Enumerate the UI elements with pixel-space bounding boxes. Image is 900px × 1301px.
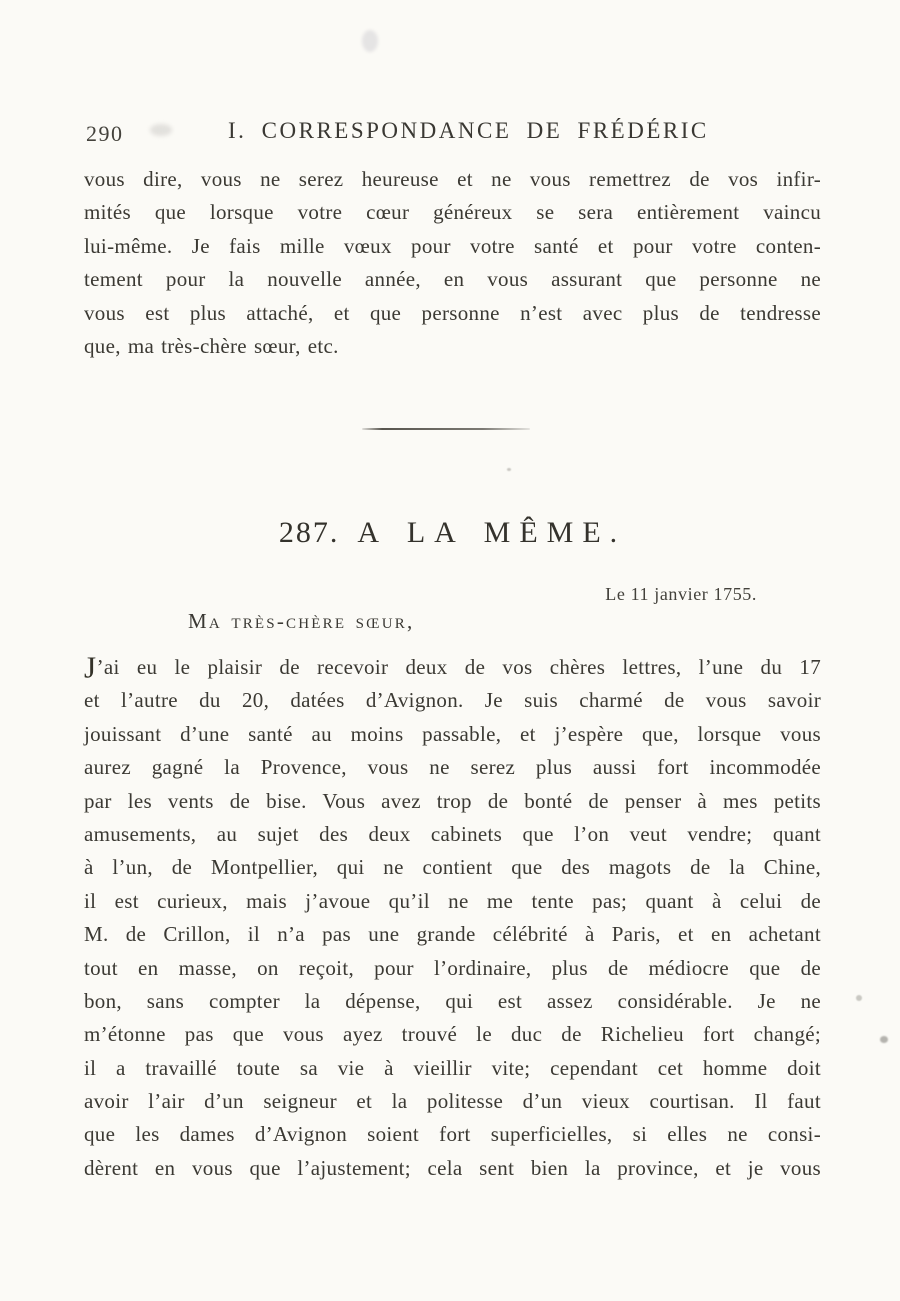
- letter-heading: [84, 516, 821, 550]
- text-line: que, ma très-chère sœur, etc.: [84, 333, 339, 358]
- scan-smudge: [362, 30, 378, 52]
- running-title: I. CORRESPONDANCE DE FRÉDÉRIC: [228, 118, 709, 143]
- scan-smudge: [880, 1036, 888, 1043]
- text-line: mités que lorsque votre cœur généreux se sera entièrement vaincu: [84, 200, 821, 225]
- text-line: M. de Crillon, il n’a pas une grande célébrité à Paris, et en achetant: [84, 922, 821, 947]
- text-line-start: ’ai eu le plaisir de recevoir deux de vos chères lettres, l’une du 17: [96, 655, 821, 679]
- text-line: vous est plus attaché, et que personne n’est avec plus de tendresse: [84, 300, 821, 325]
- text-line: avoir l’air d’un seigneur et la politesse d’un vieux courtisan. Il faut: [84, 1089, 821, 1114]
- letter-salutation: Ma très-chère sœur,: [188, 609, 415, 633]
- section-divider-rule: [362, 428, 530, 430]
- text-line: que les dames d’Avignon soient fort superficielles, si elles ne consi-: [84, 1122, 821, 1147]
- letter-dateline: Le 11 janvier 1755.: [605, 584, 757, 604]
- page-number: 290: [86, 121, 124, 146]
- text-line: bon, sans compter la dépense, qui est assez considérable. Je ne: [84, 988, 821, 1013]
- page-header: [0, 118, 900, 154]
- text-line: [84, 651, 821, 684]
- text-line: vous dire, vous ne serez heureuse et ne vous remettrez de vos infir-: [84, 167, 821, 191]
- letter-title: A LA MÊME.: [357, 516, 627, 549]
- drop-cap-initial: J: [84, 649, 97, 685]
- previous-letter-closing-paragraph: [84, 163, 821, 363]
- letter-body: [84, 651, 821, 1185]
- scan-smudge: [856, 995, 862, 1001]
- text-line: lui-même. Je fais mille vœux pour votre santé et pour votre conten-: [84, 233, 821, 258]
- text-line: il a travaillé toute sa vie à vieillir vite; cependant cet homme doit: [84, 1055, 821, 1080]
- text-line: aurez gagné la Provence, vous ne serez plus aussi fort incommodée: [84, 755, 821, 780]
- text-line: par les vents de bise. Vous avez trop de bonté de penser à mes petits: [84, 788, 821, 813]
- letter-number: 287.: [278, 516, 340, 549]
- text-line: tement pour la nouvelle année, en vous assurant que personne ne: [84, 267, 821, 292]
- text-line: il est curieux, mais j’avoue qu’il ne me tente pas; quant à celui de: [84, 888, 821, 913]
- text-line: à l’un, de Montpellier, qui ne contient que des magots de la Chine,: [84, 855, 821, 880]
- text-line: jouissant d’une santé au moins passable, et j’espère que, lorsque vous: [84, 721, 821, 746]
- text-line: amusements, au sujet des deux cabinets que l’on veut vendre; quant: [84, 821, 821, 846]
- text-line: dèrent en vous que l’ajustement; cela sent bien la province, et je vous: [84, 1155, 821, 1180]
- text-line: m’étonne pas que vous ayez trouvé le duc de Richelieu fort changé;: [84, 1022, 821, 1047]
- text-line: tout en masse, on reçoit, pour l’ordinaire, plus de médiocre que de: [84, 955, 821, 980]
- scan-smudge: [507, 468, 511, 471]
- text-line: et l’autre du 20, datées d’Avignon. Je suis charmé de vous savoir: [84, 688, 821, 713]
